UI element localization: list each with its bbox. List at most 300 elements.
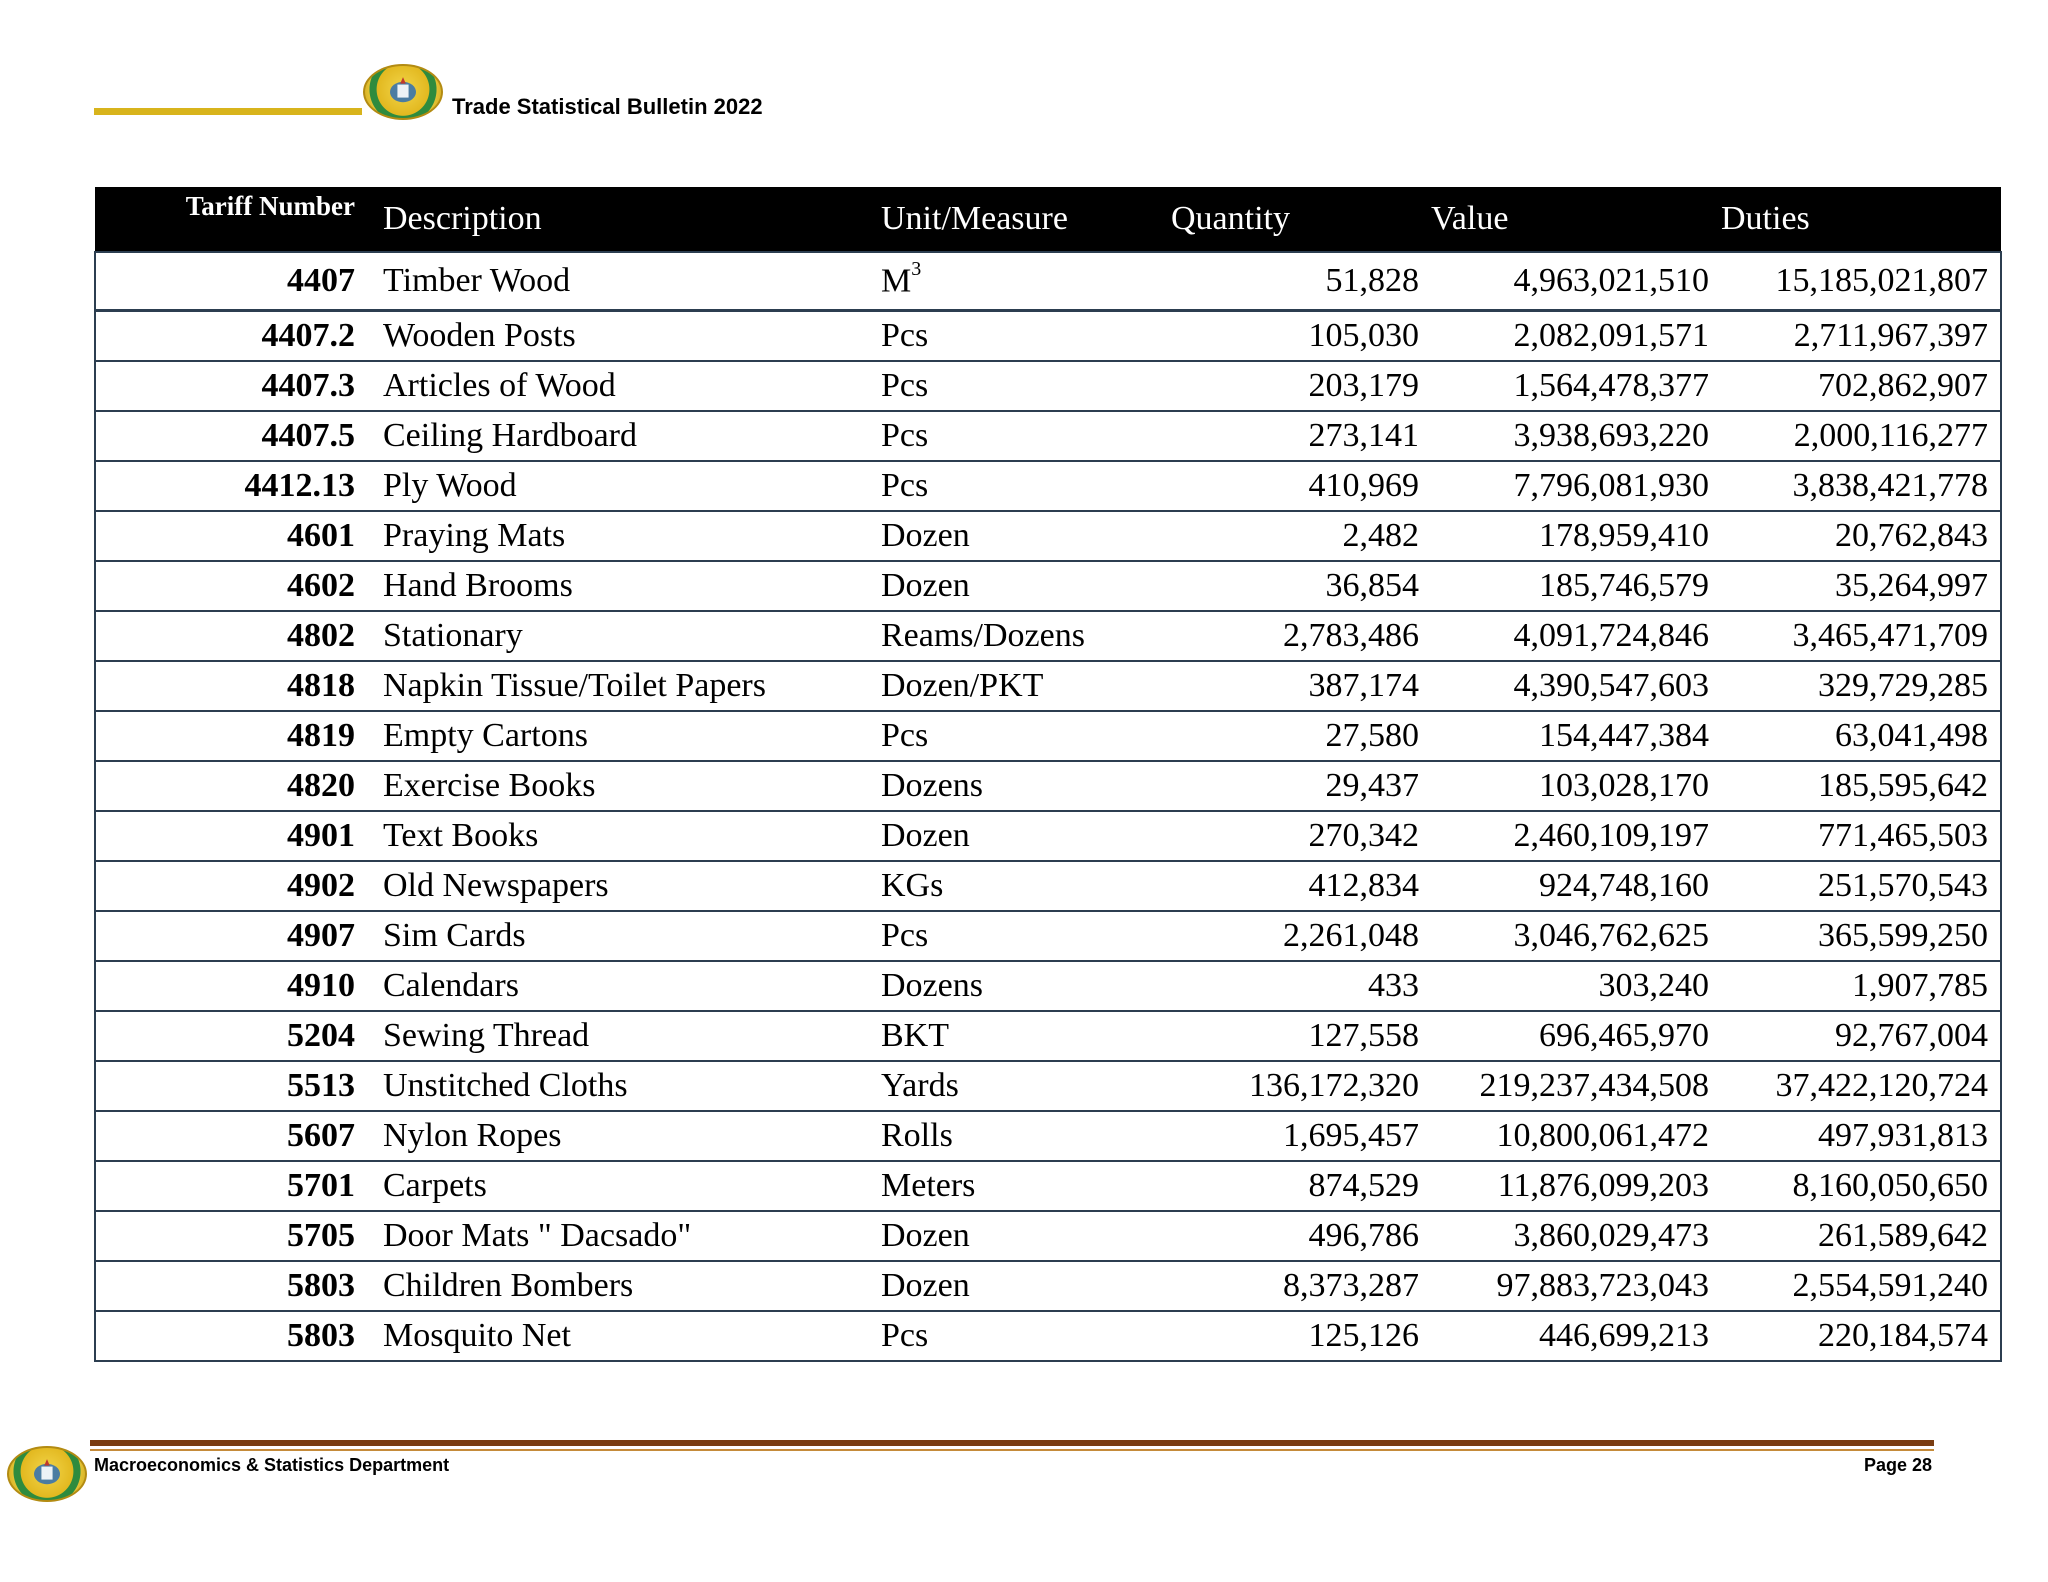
description-cell-text: Mosquito Net: [383, 1317, 571, 1354]
description-cell-text: Calendars: [383, 967, 519, 1004]
duties-cell-text: 1,907,785: [1852, 967, 1988, 1004]
duties-cell: [1721, 361, 2001, 411]
description-cell-text: Exercise Books: [383, 767, 596, 804]
description-cell-text: Ceiling Hardboard: [383, 417, 637, 454]
duties-cell-text: 2,554,591,240: [1792, 1267, 1988, 1304]
duties-cell-text: 35,264,997: [1835, 567, 1988, 604]
value-cell: [1431, 911, 1721, 961]
unit-cell: [873, 1011, 1171, 1061]
value-cell: [1431, 861, 1721, 911]
description-cell: [375, 311, 873, 362]
column-header-tariff: Tariff Number: [95, 187, 375, 252]
duties-cell: [1721, 1011, 2001, 1061]
duties-cell-text: 220,184,574: [1818, 1317, 1988, 1354]
duties-cell: [1721, 861, 2001, 911]
description-cell: [375, 861, 873, 911]
description-cell: [375, 252, 873, 311]
description-cell-text: Old Newspapers: [383, 867, 609, 904]
table-row: [95, 1011, 2001, 1061]
value-cell: [1431, 1211, 1721, 1261]
tariff-cell: [95, 911, 375, 961]
value-cell-text: 924,748,160: [1539, 867, 1709, 904]
description-cell-text: Hand Brooms: [383, 567, 573, 604]
duties-cell-text: 63,041,498: [1835, 717, 1988, 754]
tariff-cell-text: 4407.3: [261, 367, 355, 404]
quantity-cell: [1171, 1311, 1431, 1361]
value-cell-text: 3,860,029,473: [1513, 1217, 1709, 1254]
tariff-cell: [95, 1311, 375, 1361]
tariff-cell-text: 4907: [287, 917, 355, 954]
tariff-cell: [95, 1111, 375, 1161]
tariff-cell-text: 4901: [287, 817, 355, 854]
unit-cell-text: Dozen: [881, 817, 970, 854]
description-cell-text: Napkin Tissue/Toilet Papers: [383, 667, 766, 704]
value-cell: [1431, 1011, 1721, 1061]
header-accent-bar: [94, 108, 362, 115]
column-header-unit: Unit/Measure: [873, 187, 1171, 252]
tariff-cell: [95, 411, 375, 461]
value-cell-text: 11,876,099,203: [1497, 1167, 1709, 1204]
table-row: [95, 361, 2001, 411]
tariff-cell-text: 4601: [287, 517, 355, 554]
quantity-cell-text: 2,261,048: [1283, 917, 1419, 954]
duties-cell: [1721, 461, 2001, 511]
table-row: [95, 711, 2001, 761]
duties-cell-text: 261,589,642: [1818, 1217, 1988, 1254]
description-cell: [375, 461, 873, 511]
tariff-cell-text: 4802: [287, 617, 355, 654]
table-row: [95, 1261, 2001, 1311]
value-cell: [1431, 961, 1721, 1011]
duties-cell: [1721, 811, 2001, 861]
value-cell: [1431, 1061, 1721, 1111]
value-cell-text: 7,796,081,930: [1513, 467, 1709, 504]
unit-cell: [873, 611, 1171, 661]
table-row: [95, 611, 2001, 661]
unit-cell: [873, 1161, 1171, 1211]
description-cell-text: Sim Cards: [383, 917, 526, 954]
duties-cell: [1721, 1111, 2001, 1161]
duties-cell: [1721, 961, 2001, 1011]
duties-cell-text: 2,000,116,277: [1793, 417, 1988, 454]
description-cell-text: Stationary: [383, 617, 523, 654]
value-cell-text: 4,963,021,510: [1513, 262, 1709, 299]
unit-cell-text: M: [881, 262, 912, 300]
tariff-cell: [95, 611, 375, 661]
table-row: [95, 761, 2001, 811]
tariff-cell: [95, 1161, 375, 1211]
value-cell-text: 103,028,170: [1539, 767, 1709, 804]
description-cell: [375, 361, 873, 411]
value-cell: [1431, 711, 1721, 761]
table-row: [95, 811, 2001, 861]
duties-cell: [1721, 661, 2001, 711]
duties-cell-text: 8,160,050,650: [1792, 1167, 1988, 1204]
description-cell: [375, 411, 873, 461]
table-header-row: [95, 187, 2001, 252]
unit-cell-text: Meters: [881, 1167, 976, 1204]
tariff-cell: [95, 961, 375, 1011]
table-row: [95, 411, 2001, 461]
footer-department: Macroeconomics & Statistics Department: [94, 1455, 450, 1475]
unit-cell: [873, 1311, 1171, 1361]
description-cell-text: Wooden Posts: [383, 317, 576, 354]
unit-cell-text: Dozens: [881, 767, 983, 804]
tariff-cell-text: 4910: [287, 967, 355, 1004]
duties-cell: [1721, 911, 2001, 961]
tariff-cell: [95, 511, 375, 561]
quantity-cell: [1171, 811, 1431, 861]
tariff-cell-text: 5701: [287, 1167, 355, 1204]
tariff-cell: [95, 661, 375, 711]
tariff-cell: [95, 1061, 375, 1111]
value-cell: [1431, 361, 1721, 411]
tariff-cell-text: 4819: [287, 717, 355, 754]
quantity-cell: [1171, 861, 1431, 911]
duties-cell: [1721, 1161, 2001, 1211]
description-cell-text: Articles of Wood: [383, 367, 616, 404]
coat-of-arms-emblem-icon: [363, 64, 443, 120]
tariff-cell-text: 5204: [287, 1017, 355, 1054]
tariff-cell: [95, 711, 375, 761]
quantity-cell-text: 1,695,457: [1283, 1117, 1419, 1154]
unit-cell-text: Rolls: [881, 1117, 953, 1154]
duties-cell: [1721, 711, 2001, 761]
value-cell: [1431, 611, 1721, 661]
description-cell-text: Praying Mats: [383, 517, 566, 554]
unit-cell-text: Reams/Dozens: [881, 617, 1085, 654]
quantity-cell: [1171, 361, 1431, 411]
tariff-cell-text: 5803: [287, 1317, 355, 1354]
tariff-cell: [95, 811, 375, 861]
description-cell: [375, 1011, 873, 1061]
duties-cell: [1721, 311, 2001, 362]
value-cell-text: 219,237,434,508: [1479, 1067, 1709, 1104]
value-cell-text: 1,564,478,377: [1513, 367, 1709, 404]
table-row: [95, 1311, 2001, 1361]
unit-cell-text: Pcs: [881, 367, 929, 404]
table-row: [95, 1161, 2001, 1211]
value-cell-text: 4,390,547,603: [1513, 667, 1709, 704]
tariff-cell-text: 5607: [287, 1117, 355, 1154]
description-cell-text: Children Bombers: [383, 1267, 634, 1304]
description-cell: [375, 611, 873, 661]
bulletin-title: Trade Statistical Bulletin 2022: [452, 94, 763, 119]
quantity-cell-text: 136,172,320: [1249, 1067, 1419, 1104]
value-cell-text: 10,800,061,472: [1496, 1117, 1709, 1154]
tariff-cell: [95, 861, 375, 911]
value-cell: [1431, 1161, 1721, 1211]
duties-cell: [1721, 252, 2001, 311]
value-cell-text: 2,082,091,571: [1513, 317, 1709, 354]
quantity-cell-text: 387,174: [1308, 667, 1419, 704]
duties-cell-text: 365,599,250: [1818, 917, 1988, 954]
unit-cell: [873, 411, 1171, 461]
value-cell-text: 2,460,109,197: [1513, 817, 1709, 854]
unit-cell-text: KGs: [881, 867, 944, 904]
value-cell-text: 696,465,970: [1539, 1017, 1709, 1054]
duties-cell-text: 771,465,503: [1818, 817, 1988, 854]
quantity-cell: [1171, 661, 1431, 711]
quantity-cell: [1171, 311, 1431, 362]
description-cell: [375, 661, 873, 711]
unit-cell-text: Pcs: [881, 717, 929, 754]
unit-cell-text: Dozens: [881, 967, 983, 1004]
coat-of-arms-emblem-icon: [7, 1446, 87, 1502]
duties-cell-text: 185,595,642: [1818, 767, 1988, 804]
description-cell-text: Door Mats " Dacsado": [383, 1217, 692, 1254]
footer-divider-thin: [90, 1449, 1934, 1451]
tariff-cell-text: 4602: [287, 567, 355, 604]
column-header-description: Description: [375, 187, 873, 252]
quantity-cell: [1171, 561, 1431, 611]
duties-cell: [1721, 411, 2001, 461]
quantity-cell: [1171, 961, 1431, 1011]
value-cell: [1431, 561, 1721, 611]
quantity-cell: [1171, 911, 1431, 961]
table-row: [95, 1211, 2001, 1261]
unit-cell: [873, 961, 1171, 1011]
description-cell-text: Ply Wood: [383, 467, 517, 504]
table-row: [95, 911, 2001, 961]
quantity-cell: [1171, 1261, 1431, 1311]
description-cell: [375, 1061, 873, 1111]
quantity-cell: [1171, 252, 1431, 311]
unit-cell-text: Pcs: [881, 417, 929, 454]
duties-cell-text: 702,862,907: [1818, 367, 1988, 404]
unit-cell-text: Dozen: [881, 567, 970, 604]
unit-cell: [873, 711, 1171, 761]
tariff-cell: [95, 252, 375, 311]
quantity-cell: [1171, 1161, 1431, 1211]
value-cell-text: 446,699,213: [1539, 1317, 1709, 1354]
table-row: [95, 461, 2001, 511]
tariff-cell: [95, 1011, 375, 1061]
value-cell-text: 3,938,693,220: [1513, 417, 1709, 454]
unit-cell: [873, 361, 1171, 411]
tariff-cell: [95, 461, 375, 511]
quantity-cell-text: 105,030: [1308, 317, 1419, 354]
description-cell: [375, 1311, 873, 1361]
quantity-cell-text: 51,828: [1325, 262, 1419, 299]
unit-cell-text: Dozen/PKT: [881, 667, 1044, 704]
value-cell-text: 154,447,384: [1539, 717, 1709, 754]
quantity-cell-text: 2,783,486: [1283, 617, 1419, 654]
quantity-cell-text: 8,373,287: [1283, 1267, 1419, 1304]
unit-cell: [873, 811, 1171, 861]
unit-cell: [873, 1111, 1171, 1161]
unit-cell: [873, 311, 1171, 362]
tariff-cell-text: 4818: [287, 667, 355, 704]
duties-cell-text: 3,838,421,778: [1792, 467, 1988, 504]
duties-cell: [1721, 611, 2001, 661]
column-header-quantity: Quantity: [1171, 187, 1431, 252]
unit-cell-text: BKT: [881, 1017, 949, 1054]
value-cell: [1431, 1111, 1721, 1161]
unit-cell: [873, 661, 1171, 711]
unit-cell-text: Pcs: [881, 1317, 929, 1354]
description-cell: [375, 711, 873, 761]
quantity-cell: [1171, 511, 1431, 561]
tariff-cell-text: 5705: [287, 1217, 355, 1254]
table-row: [95, 961, 2001, 1011]
quantity-cell-text: 2,482: [1342, 517, 1419, 554]
tariff-cell-text: 4407.2: [261, 317, 355, 354]
duties-cell-text: 37,422,120,724: [1775, 1067, 1988, 1104]
unit-cell: [873, 1211, 1171, 1261]
duties-cell: [1721, 761, 2001, 811]
duties-cell: [1721, 1261, 2001, 1311]
description-cell-text: Text Books: [383, 817, 539, 854]
unit-cell: [873, 761, 1171, 811]
table-row: [95, 1061, 2001, 1111]
table-row: [95, 1111, 2001, 1161]
quantity-cell: [1171, 761, 1431, 811]
quantity-cell: [1171, 711, 1431, 761]
value-cell: [1431, 811, 1721, 861]
quantity-cell-text: 125,126: [1308, 1317, 1419, 1354]
description-cell-text: Sewing Thread: [383, 1017, 590, 1054]
unit-cell: [873, 461, 1171, 511]
duties-cell-text: 251,570,543: [1818, 867, 1988, 904]
quantity-cell: [1171, 1061, 1431, 1111]
unit-cell-text: Dozen: [881, 1217, 970, 1254]
quantity-cell-text: 27,580: [1325, 717, 1419, 754]
description-cell: [375, 1161, 873, 1211]
unit-cell: [873, 561, 1171, 611]
description-cell-text: Unstitched Cloths: [383, 1067, 628, 1104]
table-row: [95, 561, 2001, 611]
quantity-cell-text: 127,558: [1308, 1017, 1419, 1054]
table-row: [95, 311, 2001, 362]
table-row: [95, 511, 2001, 561]
value-cell: [1431, 1261, 1721, 1311]
value-cell-text: 178,959,410: [1539, 517, 1709, 554]
trade-statistics-table: [94, 187, 2002, 1362]
description-cell: [375, 811, 873, 861]
unit-cell-text: Pcs: [881, 467, 929, 504]
tariff-cell-text: 4902: [287, 867, 355, 904]
value-cell: [1431, 252, 1721, 311]
description-cell: [375, 1111, 873, 1161]
quantity-cell: [1171, 611, 1431, 661]
value-cell-text: 185,746,579: [1539, 567, 1709, 604]
value-cell: [1431, 511, 1721, 561]
quantity-cell-text: 203,179: [1308, 367, 1419, 404]
quantity-cell: [1171, 1211, 1431, 1261]
value-cell: [1431, 1311, 1721, 1361]
table-row: [95, 661, 2001, 711]
description-cell-text: Nylon Ropes: [383, 1117, 562, 1154]
unit-cell: [873, 911, 1171, 961]
quantity-cell-text: 496,786: [1308, 1217, 1419, 1254]
description-cell: [375, 1261, 873, 1311]
duties-cell: [1721, 511, 2001, 561]
footer-divider: [90, 1440, 1934, 1446]
unit-cell: [873, 1261, 1171, 1311]
tariff-cell: [95, 1211, 375, 1261]
quantity-cell-text: 36,854: [1325, 567, 1419, 604]
table-body: [95, 252, 2001, 1361]
value-cell: [1431, 761, 1721, 811]
quantity-cell-text: 433: [1368, 967, 1419, 1004]
duties-cell: [1721, 1311, 2001, 1361]
tariff-cell: [95, 1261, 375, 1311]
unit-cell-text: Pcs: [881, 917, 929, 954]
unit-cell: [873, 861, 1171, 911]
duties-cell: [1721, 561, 2001, 611]
tariff-cell-text: 5803: [287, 1267, 355, 1304]
unit-cell-text: Pcs: [881, 317, 929, 354]
value-cell-text: 3,046,762,625: [1513, 917, 1709, 954]
table-row: [95, 252, 2001, 311]
quantity-cell-text: 874,529: [1308, 1167, 1419, 1204]
description-cell-text: Timber Wood: [383, 262, 571, 299]
quantity-cell-text: 270,342: [1308, 817, 1419, 854]
unit-cell-text: Yards: [881, 1067, 959, 1104]
value-cell: [1431, 461, 1721, 511]
duties-cell: [1721, 1061, 2001, 1111]
tariff-cell: [95, 361, 375, 411]
value-cell-text: 303,240: [1598, 967, 1709, 1004]
tariff-cell: [95, 761, 375, 811]
quantity-cell-text: 29,437: [1325, 767, 1419, 804]
quantity-cell: [1171, 1011, 1431, 1061]
duties-cell-text: 15,185,021,807: [1775, 262, 1988, 299]
unit-cell: [873, 511, 1171, 561]
duties-cell-text: 497,931,813: [1818, 1117, 1988, 1154]
tariff-cell-text: 4407: [287, 262, 355, 299]
description-cell: [375, 511, 873, 561]
description-cell: [375, 561, 873, 611]
quantity-cell-text: 412,834: [1308, 867, 1419, 904]
page-number: Page 28: [1863, 1455, 1932, 1475]
duties-cell-text: 2,711,967,397: [1793, 317, 1988, 354]
value-cell-text: 97,883,723,043: [1496, 1267, 1709, 1304]
tariff-cell-text: 4820: [287, 767, 355, 804]
tariff-cell: [95, 561, 375, 611]
value-cell: [1431, 661, 1721, 711]
unit-cell-text: Dozen: [881, 517, 970, 554]
tariff-cell: [95, 311, 375, 362]
unit-cell-text: Dozen: [881, 1267, 970, 1304]
unit-superscript: 3: [911, 257, 922, 280]
table-row: [95, 861, 2001, 911]
column-header-value: Value: [1431, 187, 1721, 252]
unit-cell: [873, 252, 1171, 311]
unit-cell: [873, 1061, 1171, 1111]
duties-cell-text: 329,729,285: [1818, 667, 1988, 704]
description-cell-text: Carpets: [383, 1167, 487, 1204]
quantity-cell-text: 273,141: [1308, 417, 1419, 454]
description-cell-text: Empty Cartons: [383, 717, 588, 754]
tariff-cell-text: 5513: [287, 1067, 355, 1104]
quantity-cell: [1171, 1111, 1431, 1161]
description-cell: [375, 961, 873, 1011]
tariff-cell-text: 4407.5: [261, 417, 355, 454]
value-cell: [1431, 411, 1721, 461]
value-cell: [1431, 311, 1721, 362]
description-cell: [375, 1211, 873, 1261]
quantity-cell: [1171, 461, 1431, 511]
duties-cell: [1721, 1211, 2001, 1261]
description-cell: [375, 761, 873, 811]
quantity-cell: [1171, 411, 1431, 461]
duties-cell-text: 92,767,004: [1835, 1017, 1988, 1054]
duties-cell-text: 20,762,843: [1835, 517, 1988, 554]
description-cell: [375, 911, 873, 961]
quantity-cell-text: 410,969: [1308, 467, 1419, 504]
